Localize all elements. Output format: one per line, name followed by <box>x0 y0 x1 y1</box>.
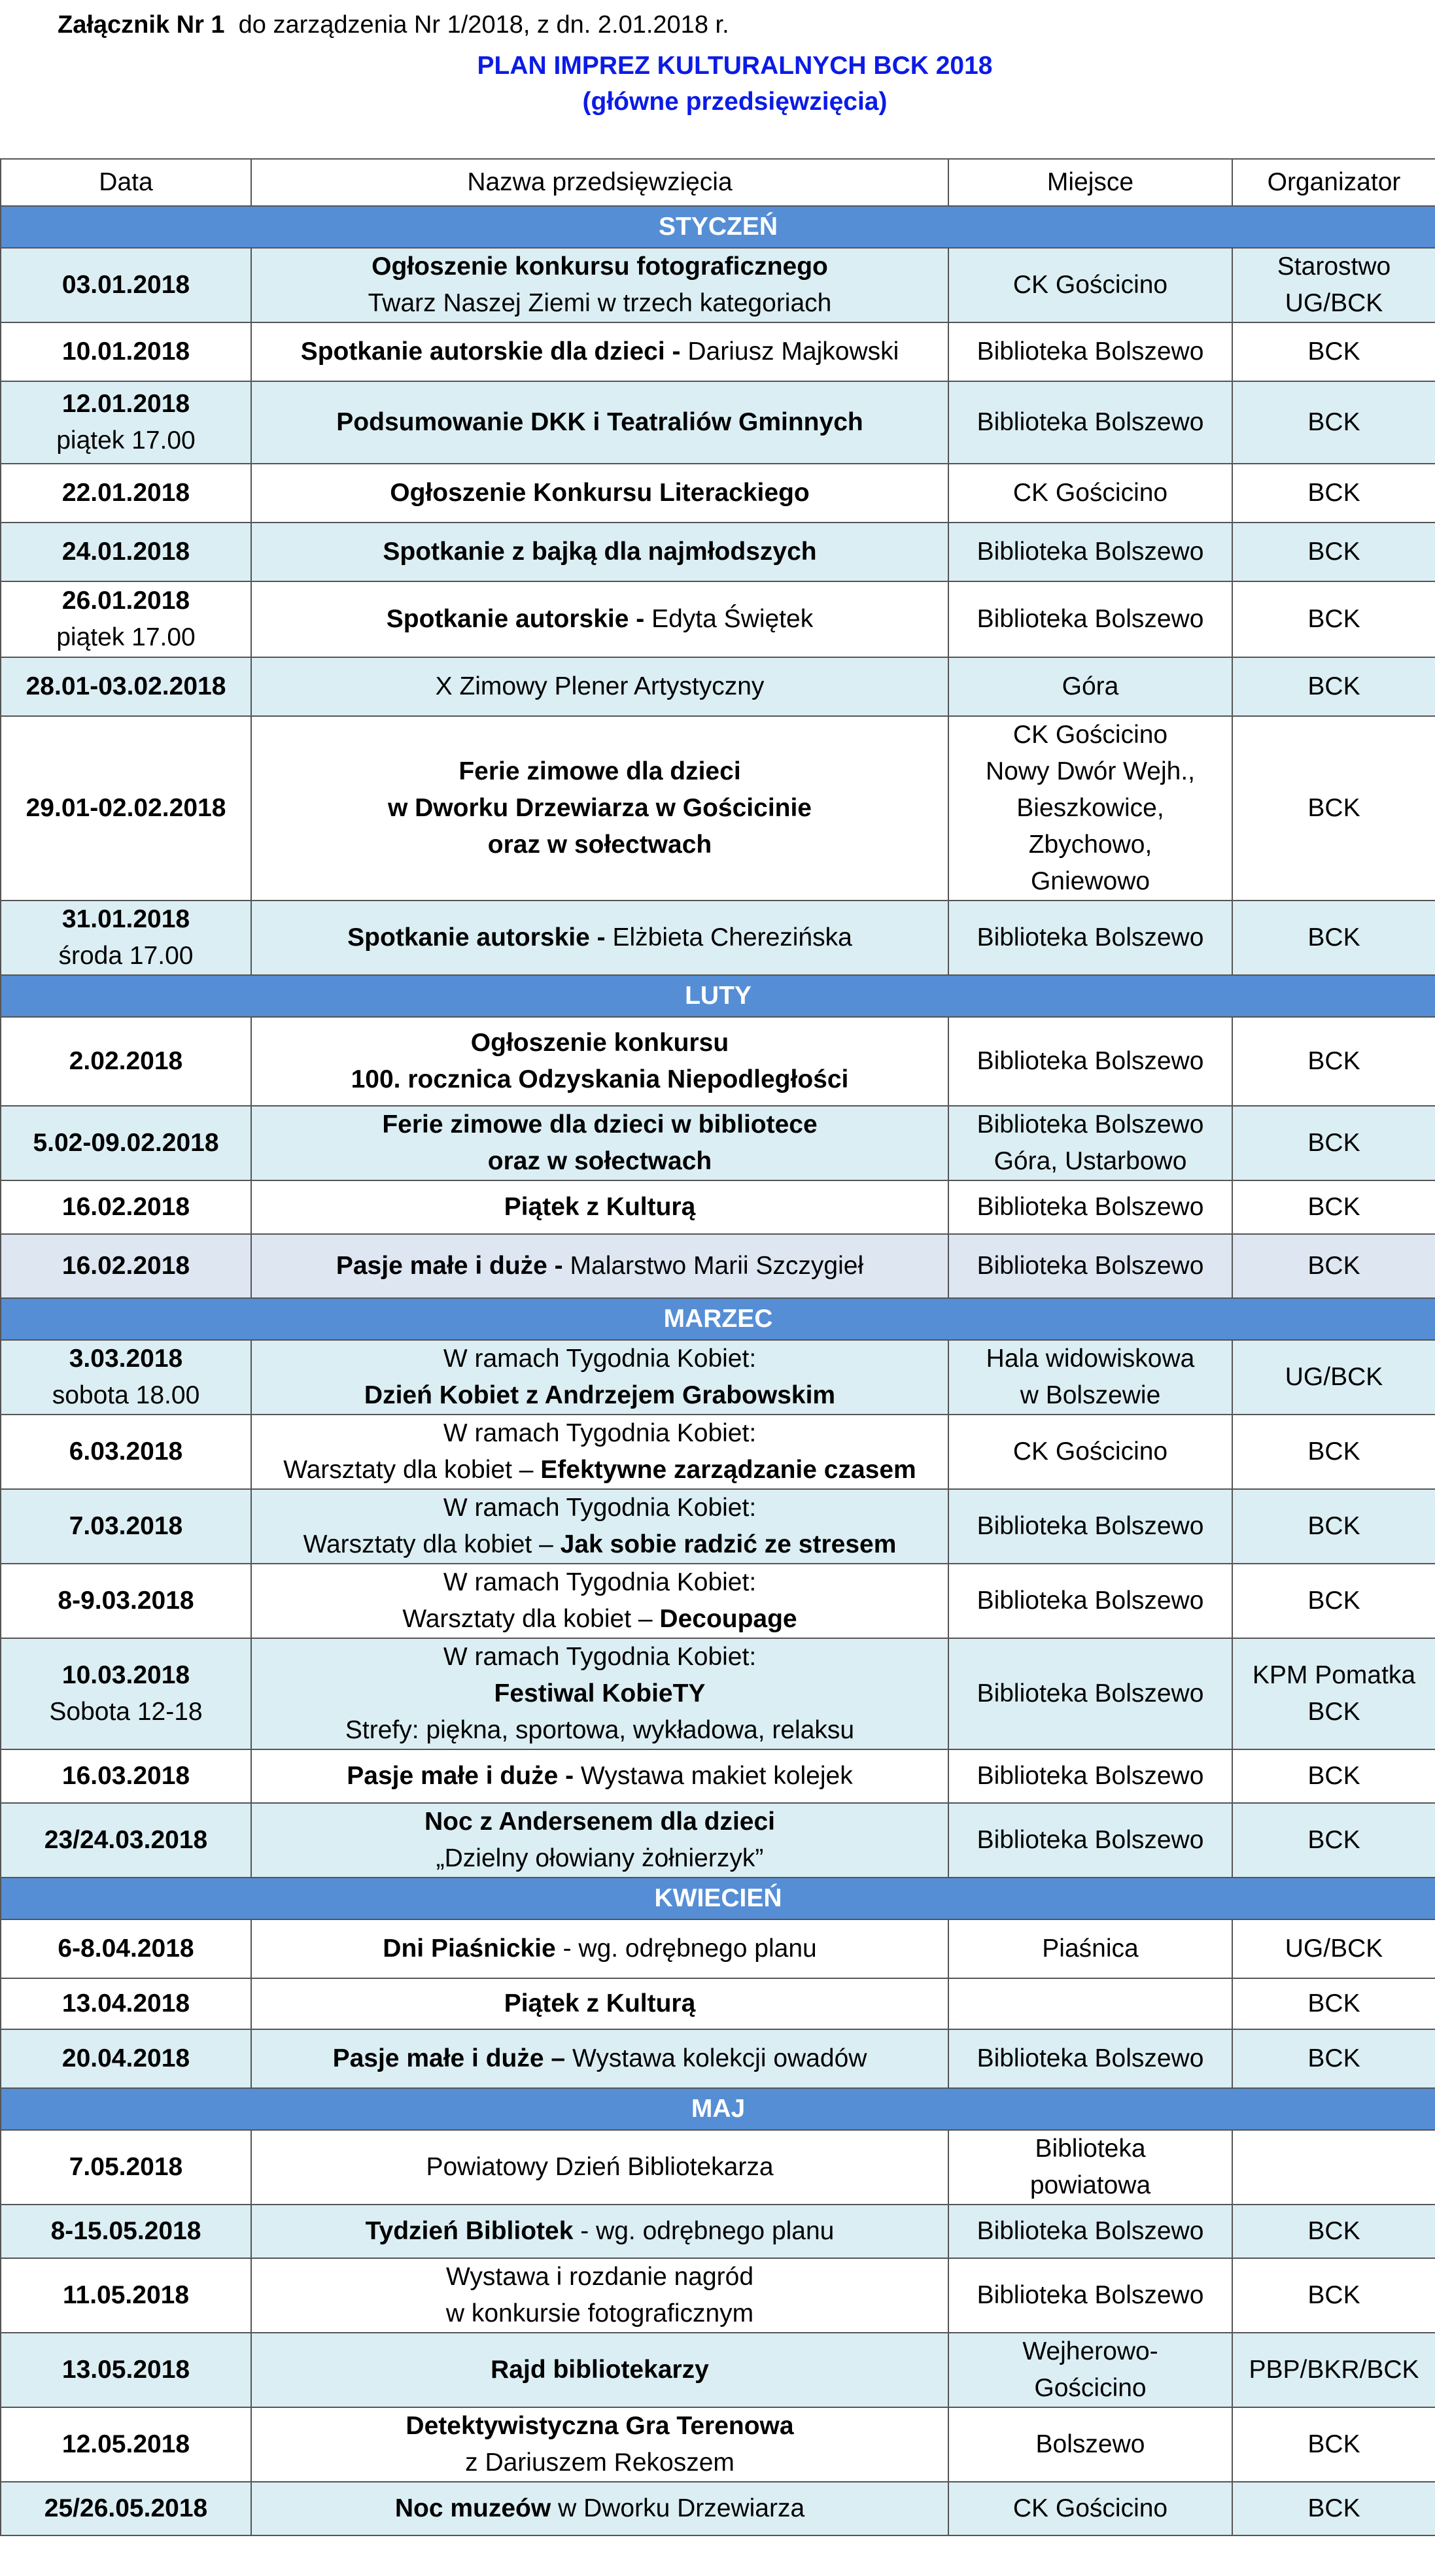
page-title: PLAN IMPREZ KULTURALNYCH BCK 2018 <box>477 52 993 80</box>
event-name: Tydzień Bibliotek <box>365 2217 574 2245</box>
event-name-intro: W ramach Tygodnia Kobiet: <box>443 1568 757 1596</box>
event-date-cell <box>1 2333 251 2407</box>
table-row <box>1 1803 1435 1878</box>
event-name-cell <box>251 2333 948 2407</box>
event-date-cell <box>1 2407 251 2482</box>
event-date-cell <box>1 523 251 581</box>
event-place: Biblioteka Bolszewo <box>948 2029 1232 2088</box>
event-name-prefix: Warsztaty dla kobiet – <box>303 1530 561 1558</box>
event-date-cell <box>1 581 251 657</box>
event-name: Noc muzeów <box>394 2494 551 2522</box>
event-name-cell <box>251 1340 948 1415</box>
event-name-detail: w konkursie fotograficznym <box>445 2299 754 2327</box>
event-date-cell <box>1 1749 251 1803</box>
event-name: Pasje małe i duże - <box>347 1762 581 1790</box>
event-name-cell <box>251 1638 948 1749</box>
event-place: Biblioteka Bolszewo <box>948 1803 1232 1878</box>
month-label: MARZEC <box>1 1298 1435 1340</box>
table-row <box>1 2258 1435 2333</box>
event-date-cell <box>1 1978 251 2029</box>
event-date: 13.05.2018 <box>61 2356 190 2384</box>
event-name-cell <box>251 2407 948 2482</box>
event-name: Piątek z Kulturą <box>504 1193 696 1221</box>
event-name-detail: - wg. odrębnego planu <box>555 1934 817 1963</box>
event-place: CK Gościcino Nowy Dwór Wejh., Bieszkowice, Zbychowo, Gniewowo <box>948 716 1232 901</box>
event-name-prefix: Warsztaty dla kobiet – <box>402 1605 660 1633</box>
event-date: 28.01-03.02.2018 <box>26 672 226 700</box>
event-date: 29.01-02.02.2018 <box>26 794 226 822</box>
event-place: Biblioteka Bolszewo Góra, Ustarbowo <box>948 1106 1232 1180</box>
event-name-cell <box>251 2205 948 2258</box>
table-row <box>1 2407 1435 2482</box>
event-organizer: BCK <box>1232 381 1435 464</box>
table-row <box>1 1340 1435 1415</box>
event-organizer: BCK <box>1232 1564 1435 1638</box>
table-row <box>1 1017 1435 1106</box>
event-name-cell <box>251 248 948 322</box>
event-organizer: Starostwo UG/BCK <box>1232 248 1435 322</box>
month-label: MAJ <box>1 2088 1435 2130</box>
event-date-cell <box>1 1415 251 1489</box>
event-date-cell <box>1 1340 251 1415</box>
event-name: Ferie zimowe dla dzieci w Dworku Drzewiarza w Gościcinie oraz w sołectwach <box>387 757 812 859</box>
event-name-detail: - wg. odrębnego planu <box>573 2217 835 2245</box>
event-name: Efektywne zarządzanie czasem <box>540 1456 916 1484</box>
event-name-cell <box>251 1415 948 1489</box>
event-name-cell <box>251 2130 948 2205</box>
month-header-row <box>1 975 1435 1017</box>
event-place: Biblioteka Bolszewo <box>948 2205 1232 2258</box>
event-name-cell <box>251 322 948 381</box>
event-name-cell <box>251 2482 948 2535</box>
event-place: Wejherowo- Gościcino <box>948 2333 1232 2407</box>
event-name: Spotkanie autorskie - <box>347 923 613 952</box>
event-date-cell <box>1 1234 251 1298</box>
event-organizer: UG/BCK <box>1232 1340 1435 1415</box>
table-header-row <box>1 159 1435 206</box>
event-name-detail: Dariusz Majkowski <box>687 337 899 366</box>
event-place: Biblioteka Bolszewo <box>948 1564 1232 1638</box>
table-row <box>1 1749 1435 1803</box>
event-date-cell <box>1 1017 251 1106</box>
event-place: Biblioteka powiatowa <box>948 2130 1232 2205</box>
table-row <box>1 248 1435 322</box>
event-name-cell <box>251 1803 948 1878</box>
event-date: 6-8.04.2018 <box>58 1934 194 1963</box>
event-name: Ogłoszenie Konkursu Literackiego <box>390 479 810 507</box>
event-date: 5.02-09.02.2018 <box>33 1129 219 1157</box>
event-date-cell <box>1 1106 251 1180</box>
event-name-cell <box>251 2029 948 2088</box>
event-date: 7.05.2018 <box>69 2153 183 2181</box>
event-organizer: BCK <box>1232 2258 1435 2333</box>
event-name-cell <box>251 1978 948 2029</box>
event-place: CK Gościcino <box>948 1415 1232 1489</box>
event-date: 20.04.2018 <box>61 2044 190 2072</box>
event-name-detail: Wystawa makiet kolejek <box>580 1762 853 1790</box>
event-place: Biblioteka Bolszewo <box>948 2258 1232 2333</box>
event-place: Piaśnica <box>948 1919 1232 1978</box>
month-label: KWIECIEŃ <box>1 1878 1435 1919</box>
event-date-cell <box>1 322 251 381</box>
event-organizer: BCK <box>1232 2407 1435 2482</box>
event-organizer: KPM Pomatka BCK <box>1232 1638 1435 1749</box>
event-date: 12.05.2018 <box>61 2430 190 2458</box>
event-date-cell <box>1 1803 251 1878</box>
event-place: Biblioteka Bolszewo <box>948 1234 1232 1298</box>
event-date: 16.03.2018 <box>61 1762 190 1790</box>
event-organizer: BCK <box>1232 1234 1435 1298</box>
event-name: Podsumowanie DKK i Teatraliów Gminnych <box>336 408 863 436</box>
events-table <box>0 158 1435 2536</box>
event-place: Bolszewo <box>948 2407 1232 2482</box>
event-date: 7.03.2018 <box>69 1512 183 1540</box>
event-date: 8-9.03.2018 <box>58 1587 194 1615</box>
event-name-cell <box>251 1489 948 1564</box>
event-organizer: BCK <box>1232 2029 1435 2088</box>
event-name-cell <box>251 716 948 901</box>
table-row <box>1 464 1435 523</box>
table-row <box>1 1638 1435 1749</box>
event-date-cell <box>1 1638 251 1749</box>
event-organizer: UG/BCK <box>1232 1919 1435 1978</box>
event-organizer: PBP/BKR/BCK <box>1232 2333 1435 2407</box>
event-name-prefix: Warsztaty dla kobiet – <box>283 1456 541 1484</box>
event-name-detail: Wystawa kolekcji owadów <box>572 2044 867 2072</box>
event-place: CK Gościcino <box>948 464 1232 523</box>
event-date: 24.01.2018 <box>61 538 190 566</box>
event-name-detail: Strefy: piękna, sportowa, wykładowa, relaksu <box>345 1716 855 1744</box>
event-name-detail: Wystawa i rozdanie nagród <box>445 2263 754 2291</box>
event-organizer: BCK <box>1232 581 1435 657</box>
event-place: Biblioteka Bolszewo <box>948 901 1232 975</box>
event-date-cell <box>1 464 251 523</box>
month-header-row <box>1 206 1435 248</box>
event-name-detail: Edyta Świętek <box>651 605 814 633</box>
event-date-cell <box>1 901 251 975</box>
event-date: 26.01.2018 <box>61 587 190 615</box>
event-place: Biblioteka Bolszewo <box>948 322 1232 381</box>
event-time: środa 17.00 <box>58 942 194 970</box>
table-row <box>1 901 1435 975</box>
event-name: Pasje małe i duże - <box>336 1252 570 1280</box>
attachment-header <box>58 7 729 43</box>
event-name-cell <box>251 1106 948 1180</box>
event-date: 10.01.2018 <box>61 337 190 366</box>
event-organizer: BCK <box>1232 1106 1435 1180</box>
event-name: Spotkanie autorskie dla dzieci - <box>300 337 688 366</box>
event-organizer: BCK <box>1232 1978 1435 2029</box>
event-organizer: BCK <box>1232 1803 1435 1878</box>
event-time: piątek 17.00 <box>56 426 196 455</box>
event-date-cell <box>1 248 251 322</box>
event-name-cell <box>251 1564 948 1638</box>
table-row <box>1 2482 1435 2535</box>
event-date: 2.02.2018 <box>69 1047 183 1075</box>
event-name: Detektywistyczna Gra Terenowa <box>406 2412 794 2440</box>
event-date: 11.05.2018 <box>62 2281 190 2309</box>
event-name-detail: z Dariuszem Rekoszem <box>465 2448 735 2477</box>
table-row <box>1 1978 1435 2029</box>
event-organizer: BCK <box>1232 1489 1435 1564</box>
table-row <box>1 2205 1435 2258</box>
event-organizer: BCK <box>1232 2482 1435 2535</box>
table-row <box>1 657 1435 716</box>
event-date: 22.01.2018 <box>61 479 190 507</box>
month-header-row <box>1 2088 1435 2130</box>
column-header-name: Nazwa przedsięwzięcia <box>251 159 948 206</box>
event-name: Ogłoszenie konkursu fotograficznego <box>372 252 828 281</box>
event-date: 3.03.2018 <box>69 1345 183 1373</box>
event-date-cell <box>1 2029 251 2088</box>
event-name: Rajd bibliotekarzy <box>491 2356 709 2384</box>
event-date-cell <box>1 657 251 716</box>
month-header-row <box>1 1878 1435 1919</box>
event-organizer: BCK <box>1232 657 1435 716</box>
event-place: Biblioteka Bolszewo <box>948 1180 1232 1234</box>
event-name: Ogłoszenie konkursu 100. rocznica Odzyskania Niepodległości <box>351 1029 849 1093</box>
event-date-cell <box>1 716 251 901</box>
event-name: Dzień Kobiet z Andrzejem Grabowskim <box>364 1381 836 1409</box>
table-row <box>1 1234 1435 1298</box>
event-name-cell <box>251 523 948 581</box>
event-place: Biblioteka Bolszewo <box>948 523 1232 581</box>
column-header-organizer: Organizator <box>1232 159 1435 206</box>
event-date: 23/24.03.2018 <box>44 1826 208 1854</box>
event-date: 8-15.05.2018 <box>50 2217 201 2245</box>
event-place: Góra <box>948 657 1232 716</box>
event-organizer: BCK <box>1232 901 1435 975</box>
event-organizer: BCK <box>1232 464 1435 523</box>
column-header-date: Data <box>1 159 251 206</box>
event-name-cell <box>251 1919 948 1978</box>
event-name: Dni Piaśnickie <box>383 1934 556 1963</box>
event-name: Spotkanie autorskie - <box>386 605 652 633</box>
event-date: 12.01.2018 <box>61 390 190 418</box>
event-name-intro: W ramach Tygodnia Kobiet: <box>443 1494 757 1522</box>
event-date: 31.01.2018 <box>61 905 190 933</box>
event-name-cell <box>251 381 948 464</box>
page-subtitle: (główne przedsięwzięcia) <box>582 88 888 116</box>
event-name-detail: w Dworku Drzewiarza <box>551 2494 805 2522</box>
event-name-detail: Twarz Naszej Ziemi w trzech kategoriach <box>368 289 832 317</box>
table-row <box>1 322 1435 381</box>
event-name-cell <box>251 464 948 523</box>
table-row <box>1 1919 1435 1978</box>
attachment-description: do zarządzenia Nr 1/2018, z dn. 2.01.2018 r. <box>224 11 729 39</box>
event-place: Biblioteka Bolszewo <box>948 581 1232 657</box>
event-date: 16.02.2018 <box>61 1193 190 1221</box>
event-name-intro: W ramach Tygodnia Kobiet: <box>443 1643 757 1671</box>
event-date-cell <box>1 2205 251 2258</box>
event-date: 16.02.2018 <box>61 1252 190 1280</box>
event-name-detail: X Zimowy Plener Artystyczny <box>435 672 765 700</box>
column-header-place: Miejsce <box>948 159 1232 206</box>
event-name-cell <box>251 1180 948 1234</box>
event-date-cell <box>1 2258 251 2333</box>
event-organizer <box>1232 2130 1435 2205</box>
table-row <box>1 2333 1435 2407</box>
event-date-cell <box>1 2482 251 2535</box>
month-label: LUTY <box>1 975 1435 1017</box>
event-time: piątek 17.00 <box>56 623 196 651</box>
event-date-cell <box>1 1919 251 1978</box>
table-row <box>1 581 1435 657</box>
event-name-cell <box>251 1749 948 1803</box>
event-organizer: BCK <box>1232 716 1435 901</box>
attachment-number: Załącznik Nr 1 <box>58 11 225 39</box>
table-row <box>1 2130 1435 2205</box>
event-name: Pasje małe i duże – <box>332 2044 572 2072</box>
event-organizer: BCK <box>1232 1749 1435 1803</box>
table-row <box>1 1106 1435 1180</box>
event-date-cell <box>1 2130 251 2205</box>
event-place: CK Gościcino <box>948 248 1232 322</box>
table-row <box>1 2029 1435 2088</box>
event-name-detail: Malarstwo Marii Szczygieł <box>570 1252 864 1280</box>
event-organizer: BCK <box>1232 2205 1435 2258</box>
event-organizer: BCK <box>1232 1017 1435 1106</box>
event-place: Biblioteka Bolszewo <box>948 1017 1232 1106</box>
event-place: Biblioteka Bolszewo <box>948 1638 1232 1749</box>
table-row <box>1 1489 1435 1564</box>
event-name-detail: Powiatowy Dzień Bibliotekarza <box>426 2153 774 2181</box>
event-time: Sobota 12-18 <box>49 1698 203 1726</box>
event-name-cell <box>251 2258 948 2333</box>
month-label: STYCZEŃ <box>1 206 1435 248</box>
event-name-intro: W ramach Tygodnia Kobiet: <box>443 1419 757 1447</box>
event-name-cell <box>251 657 948 716</box>
event-place: CK Gościcino <box>948 2482 1232 2535</box>
event-place: Biblioteka Bolszewo <box>948 381 1232 464</box>
event-time: sobota 18.00 <box>52 1381 200 1409</box>
event-date: 25/26.05.2018 <box>44 2494 208 2522</box>
event-name-intro: W ramach Tygodnia Kobiet: <box>443 1345 757 1373</box>
event-name-cell <box>251 581 948 657</box>
event-name-detail: „Dzielny ołowiany żołnierzyk” <box>436 1844 764 1872</box>
table-row <box>1 1564 1435 1638</box>
event-organizer: BCK <box>1232 523 1435 581</box>
event-name: Festiwal KobieTY <box>494 1679 706 1708</box>
event-place: Biblioteka Bolszewo <box>948 1489 1232 1564</box>
event-date-cell <box>1 1564 251 1638</box>
event-date-cell <box>1 1489 251 1564</box>
event-date: 10.03.2018 <box>61 1661 190 1689</box>
table-row <box>1 523 1435 581</box>
event-name: Piątek z Kulturą <box>504 1989 696 2018</box>
event-name: Jak sobie radzić ze stresem <box>560 1530 897 1558</box>
event-date-cell <box>1 381 251 464</box>
table-row <box>1 1415 1435 1489</box>
event-name: Decoupage <box>659 1605 797 1633</box>
event-name-cell <box>251 1017 948 1106</box>
event-place <box>948 1978 1232 2029</box>
event-name: Noc z Andersenem dla dzieci <box>424 1808 776 1836</box>
event-place: Biblioteka Bolszewo <box>948 1749 1232 1803</box>
table-row <box>1 381 1435 464</box>
event-name-cell <box>251 901 948 975</box>
event-place: Hala widowiskowa w Bolszewie <box>948 1340 1232 1415</box>
event-name-detail: Elżbieta Cherezińska <box>612 923 852 952</box>
event-date: 13.04.2018 <box>61 1989 190 2018</box>
event-name: Spotkanie z bajką dla najmłodszych <box>383 538 817 566</box>
event-name: Ferie zimowe dla dzieci w bibliotece oraz w sołectwach <box>382 1110 818 1175</box>
month-header-row <box>1 1298 1435 1340</box>
event-organizer: BCK <box>1232 1415 1435 1489</box>
table-row <box>1 716 1435 901</box>
event-date-cell <box>1 1180 251 1234</box>
event-date: 6.03.2018 <box>69 1437 183 1466</box>
event-organizer: BCK <box>1232 322 1435 381</box>
event-date: 03.01.2018 <box>61 271 190 299</box>
event-name-cell <box>251 1234 948 1298</box>
event-organizer: BCK <box>1232 1180 1435 1234</box>
table-row <box>1 1180 1435 1234</box>
